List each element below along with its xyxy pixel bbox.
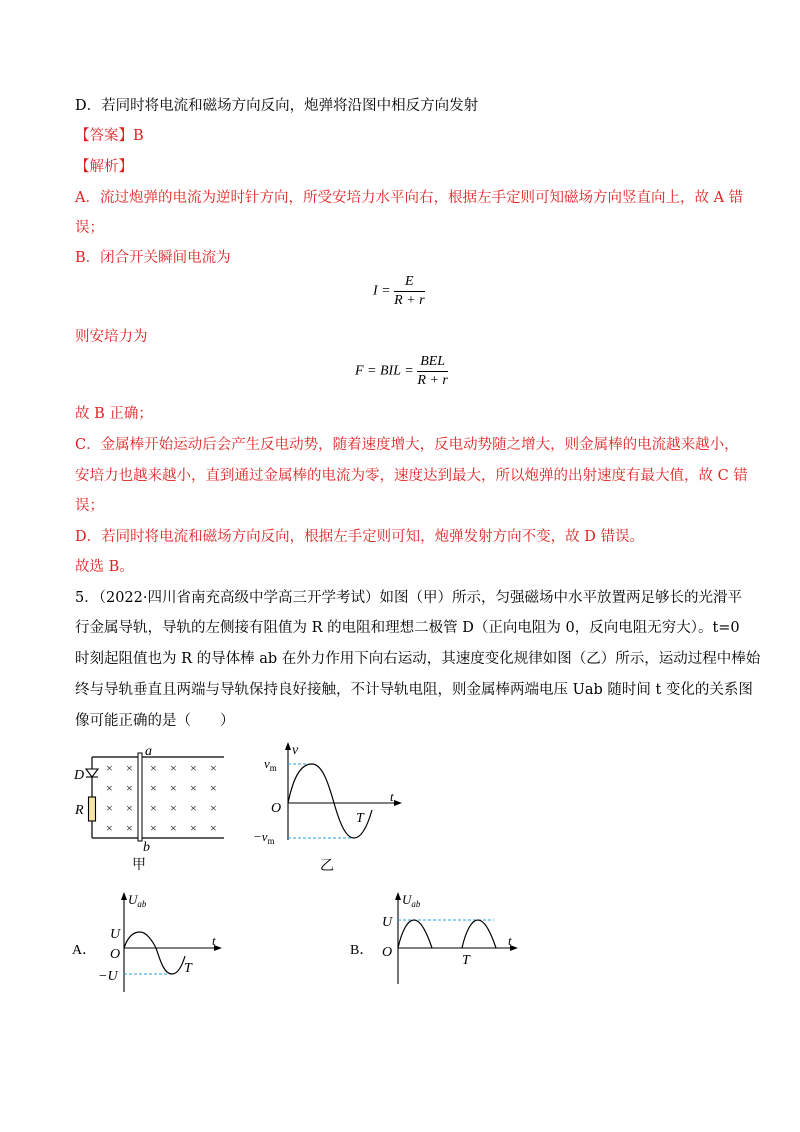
- t-axis-arrow-icon: [394, 800, 402, 806]
- figure-jia-svg: [72, 745, 232, 875]
- current-formula-numerator: E: [394, 274, 424, 292]
- vm-label-sub: m: [269, 763, 277, 773]
- uab-axis-arrow-icon: [395, 892, 401, 900]
- conclusion-line: 故选 B。: [75, 559, 134, 575]
- force-formula-numerator: BEL: [417, 354, 448, 372]
- question5-line3: 时刻起阻值也为 R 的导体棒 ab 在外力作用下向右运动，其速度变化规律如图（乙）所示，运动过程中棒始: [75, 651, 761, 667]
- t-axis-label: t: [212, 933, 216, 948]
- field-cross: ×: [126, 761, 133, 775]
- figure-yi-caption: 乙: [320, 859, 334, 874]
- force-formula-lhs: F = BIL =: [355, 363, 414, 379]
- figure-yi: [250, 740, 410, 879]
- field-cross: ×: [190, 821, 197, 835]
- field-cross: ×: [106, 821, 113, 835]
- vm-label-main: v: [264, 756, 270, 771]
- magnetic-field-crosses: [106, 761, 217, 835]
- analysis-c-line3: 误；: [75, 498, 104, 514]
- field-cross: ×: [170, 761, 177, 775]
- uab-axis-label-main: U: [402, 892, 412, 907]
- uab-axis-label: [128, 892, 147, 909]
- rod-end-a-label: a: [145, 745, 152, 759]
- field-cross: ×: [106, 781, 113, 795]
- t-axis-label: t: [390, 789, 394, 804]
- option-a-svg: [72, 890, 242, 1000]
- answer-label: 【答案】B: [75, 128, 144, 144]
- analysis-a-line1: A．流过炮弹的电流为逆时针方向，所受安培力水平向右，根据左手定则可知磁场方向竖直向上，故 A 错: [75, 190, 744, 206]
- velocity-curve: [288, 764, 372, 838]
- analysis-c-line2: 安培力也越来越小，直到通过金属棒的电流为零，速度达到最大，所以炮弹的出射速度有最大值，故 C 错: [75, 468, 748, 484]
- force-formula: [355, 354, 448, 389]
- uab-curve-a: [124, 932, 185, 974]
- origin-label: O: [110, 947, 121, 962]
- analysis-b-line3: 故 B 正确；: [75, 406, 153, 422]
- figure-yi-svg: [250, 740, 410, 875]
- field-cross: ×: [210, 821, 217, 835]
- field-cross: ×: [106, 801, 113, 815]
- option-a-label: A．: [72, 943, 97, 958]
- field-cross: ×: [126, 821, 133, 835]
- period-label: T: [462, 953, 470, 968]
- question5-line5: 像可能正确的是（ ）: [75, 713, 235, 729]
- analysis-c-line1: C．金属棒开始运动后会产生反电动势，随着速度增大，反电动势随之增大，则金属棒的电流越来越小，: [75, 437, 739, 453]
- field-cross: ×: [170, 801, 177, 815]
- analysis-d-line: D．若同时将电流和磁场方向反向，根据左手定则可知，炮弹发射方向不变，故 D 错误。: [75, 529, 644, 545]
- origin-label: O: [271, 801, 282, 816]
- question5-line4: 终与导轨垂直且两端与导轨保持良好接触，不计导轨电阻，则金属棒两端电压 Uab 随时间 t 变化的关系图: [75, 682, 753, 698]
- u-label: U: [110, 927, 121, 942]
- uab-axis-label: [402, 892, 421, 909]
- field-cross: ×: [190, 761, 197, 775]
- uab-axis-label-sub: ab: [137, 899, 147, 909]
- current-formula-fraction: [394, 274, 424, 309]
- analysis-a-line2: 误；: [75, 220, 104, 236]
- v-axis-label: v: [292, 743, 299, 758]
- option-b-graph[interactable]: [350, 890, 530, 994]
- conductor-rod: [138, 753, 142, 841]
- field-cross: ×: [210, 801, 217, 815]
- question5-line2: 行金属导轨，导轨的左侧接有阻值为 R 的电阻和理想二极管 D（正向电阻为 0，反向电阻无穷大）。t=0: [75, 620, 740, 636]
- resistor-icon: [89, 797, 96, 821]
- field-cross: ×: [210, 781, 217, 795]
- field-cross: ×: [210, 761, 217, 775]
- field-cross: ×: [190, 801, 197, 815]
- force-formula-fraction: [417, 354, 448, 389]
- field-cross: ×: [150, 781, 157, 795]
- option-b-svg: [350, 890, 530, 990]
- analysis-b-line2: 则安培力为: [75, 329, 148, 345]
- field-cross: ×: [170, 821, 177, 835]
- neg-vm-label-sub: m: [267, 836, 275, 846]
- diode-label: D: [74, 768, 85, 783]
- vm-label: [264, 756, 277, 773]
- field-cross: ×: [106, 761, 113, 775]
- period-label: T: [184, 961, 192, 976]
- figure-jia: [72, 745, 232, 879]
- force-formula-denominator: R + r: [417, 373, 448, 388]
- field-cross: ×: [126, 781, 133, 795]
- rod-end-b-label: b: [143, 840, 150, 855]
- option-d-text: D．若同时将电流和磁场方向反向，炮弹将沿图中相反方向发射: [75, 98, 479, 114]
- uab-axis-label-main: U: [128, 892, 138, 907]
- diode-icon: [86, 769, 98, 777]
- option-a-graph[interactable]: [72, 890, 242, 1004]
- field-cross: ×: [150, 801, 157, 815]
- field-cross: ×: [150, 821, 157, 835]
- analysis-b-line1: B．闭合开关瞬间电流为: [75, 250, 231, 266]
- question5-line1: 5．（2022·四川省南充高级中学高三开学考试）如图（甲）所示，匀强磁场中水平放置两足够长的光滑平: [75, 590, 742, 606]
- uab-curve-b-first: [398, 920, 432, 948]
- v-axis-arrow-icon: [285, 742, 291, 750]
- period-label: T: [356, 811, 364, 826]
- field-cross: ×: [126, 801, 133, 815]
- field-cross: ×: [150, 761, 157, 775]
- analysis-label: 【解析】: [75, 159, 133, 175]
- t-axis-label: t: [508, 933, 512, 948]
- field-cross: ×: [190, 781, 197, 795]
- field-cross: ×: [170, 781, 177, 795]
- current-formula-lhs: I =: [373, 283, 391, 299]
- neg-vm-label: [253, 829, 275, 846]
- option-b-label: B．: [350, 943, 374, 958]
- resistor-label: R: [75, 803, 84, 818]
- current-formula-denominator: R + r: [394, 293, 425, 308]
- current-formula: [373, 274, 425, 309]
- neg-u-label: −U: [98, 969, 118, 984]
- neg-vm-label-main: −v: [253, 829, 268, 844]
- uab-curve-b-second: [462, 920, 496, 948]
- uab-axis-label-sub: ab: [411, 899, 421, 909]
- origin-label: O: [382, 945, 393, 960]
- figure-jia-caption: 甲: [132, 858, 146, 873]
- u-label: U: [382, 915, 393, 930]
- uab-axis-arrow-icon: [121, 892, 127, 900]
